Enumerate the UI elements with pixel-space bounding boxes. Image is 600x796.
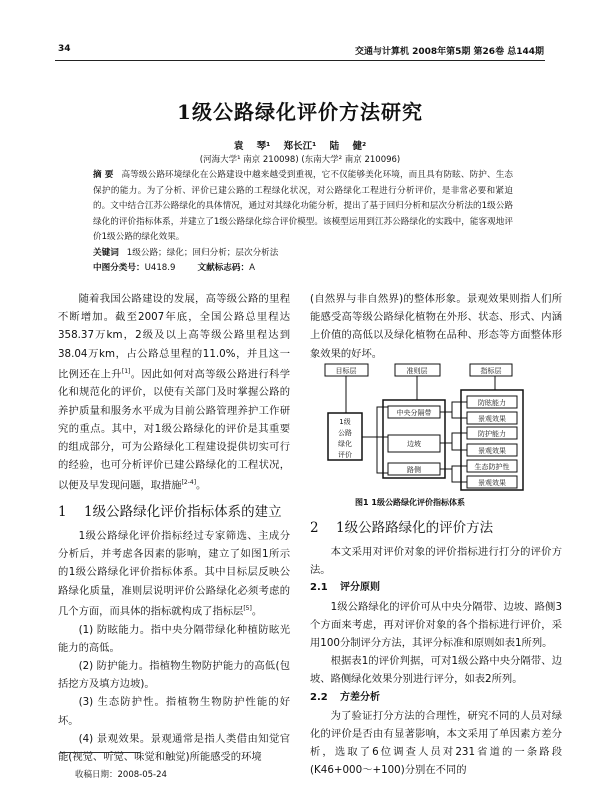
svg-text:景观效果: 景观效果 (478, 479, 506, 487)
abstract (93, 168, 513, 277)
paragraph: 随着我国公路建设的发展，高等级公路的里程不断增加。截至2007年底，全国公路总里程达358.37万km，2级及以上高等级公路里程达到38.04万km，占公路总里程的11.0%，并且这一比例还在上升[1]。因此如何对高等级公路进行科学化和规范化的评价，以使有关部门及时掌握公路的养护质量和服务水平成为目前公路管理养护工作研究的重点。其中，对1级公路绿化的评价是其重要的组成部分，可为公路绿化工程建设提供切实可行的经验，也可分析评价已建公路绿化的工程状况，以便及早发现问题，取措施[2-4]。 (58, 293, 291, 492)
svg-text:公路: 公路 (338, 429, 352, 437)
paragraph: 1级公路绿化的评价可从中央分隔带、边坡、路侧3个方面来考虑，再对评价对象的各个指标进行评价，采用100分制评分方法，其评分标准和原则如表1所列。 (310, 600, 562, 650)
left-column (58, 290, 290, 766)
list-item: (1) 防眩能力。指中央分隔带绿化种植防眩光能力的高低。 (58, 623, 290, 654)
svg-text:评价: 评价 (338, 451, 352, 459)
list-item: (3) 生态防护性。指植物生物防护性能的好坏。 (58, 696, 290, 727)
paper-title: 1级公路绿化评价方法研究 (177, 100, 423, 124)
authors (0, 138, 600, 152)
svg-text:防护能力: 防护能力 (478, 430, 506, 438)
author: 郑长江¹ (283, 141, 317, 152)
paragraph: 1级公路绿化评价指标经过专家筛选、主成分分析后，并考虑各因素的影响，建立了如图1所示的1级公路绿化评价指标体系。其中目标层反映公路绿化质量，准则层说明评价公路绿化必须考虑的几个方面，而具体的指标就构成了指标层[5]。 (58, 530, 290, 618)
svg-text:1级: 1级 (339, 418, 351, 426)
section-heading: 1 1级公路绿化评价指标体系的建立 (58, 504, 282, 521)
right-column-bottom (310, 517, 562, 780)
author: 陆 健² (329, 141, 367, 152)
paragraph: (自然界与非自然界)的整体形象。景观效果则指人们所能感受高等级公路绿化植物在外形、状态、形式、内涵上价值的高低以及绿化植物在品种、形态等方面整体形象效果的好坏。 (310, 293, 562, 360)
subsection-heading: 2.2 方差分析 (310, 691, 380, 703)
svg-text:目标层: 目标层 (335, 367, 357, 375)
list-item: (2) 防护能力。指植物生物防护能力的高低(包括挖方及填方边坡)。 (58, 659, 290, 691)
received-date: 收稿日期：2008-05-24 (75, 770, 167, 780)
paragraph: 本文采用对评价对象的评价指标进行打分的评价方法。 (310, 546, 562, 577)
svg-text:防眩能力: 防眩能力 (478, 399, 506, 407)
doc-label: 文献标志码： (197, 263, 250, 273)
svg-text:中央分隔带: 中央分隔带 (396, 409, 432, 417)
svg-text:绿化: 绿化 (338, 440, 352, 448)
svg-text:准则层: 准则层 (406, 367, 428, 375)
class-label: 中图分类号： (93, 263, 145, 273)
subsection-heading: 2.1 评分原则 (310, 582, 380, 594)
header-rule (55, 60, 545, 61)
svg-text:景观效果: 景观效果 (478, 415, 506, 423)
paragraph: 根据表1的评价判据，可对1级公路中央分隔带、边坡、路侧绿化效果分别进行评分，如表2所列。 (310, 655, 562, 686)
abstract-text: 高等级公路环境绿化在公路建设中越来越受到重视，它不仅能够美化环境，而且具有防眩、防护、生态保护的能力。为了分析、评价已建公路的工程绿化状况，对公路绿化工程进行分析评价，是非常必要和紧迫的。文中结合江苏公路绿化的具体情况，通过对其绿化功能分析，提出了基于回归分析和层次分析法的1级公路绿化的评价指标体系，并建立了1级公路绿化综合评价模型。该模型运用到江苏公路绿化的实践中，能客观地评价1级公路的绿化效果。 (93, 170, 513, 242)
svg-text:指标层: 指标层 (480, 367, 502, 375)
page-number: 34 (58, 44, 71, 54)
svg-text:路侧: 路侧 (407, 466, 421, 474)
keywords: 1级公路；绿化；回归分析；层次分析法 (126, 247, 279, 258)
doc-value: A (249, 263, 255, 273)
paragraph: 为了验证打分方法的合理性，研究不同的人员对绿化的评价是否由有显著影响，本文采用了单因素方差分析，选取了6位调查人员对231省道的一条路段(K46+000～+100)分别在不同的 (310, 709, 562, 777)
journal-info: 交通与计算机 2008年第5期 第26卷 总144期 (354, 47, 544, 57)
author: 袁 琴¹ (233, 141, 271, 152)
right-column-top (310, 290, 562, 363)
svg-text:景观效果: 景观效果 (478, 447, 506, 455)
section-heading: 2 1级公路路绿化的评价方法 (310, 520, 494, 536)
abstract-label: 摘 要 (93, 170, 114, 180)
footnote-rule (60, 752, 140, 753)
svg-text:生态防护性: 生态防护性 (474, 463, 510, 471)
svg-text:边坡: 边坡 (407, 440, 421, 448)
list-item: (4) 景观效果。景观通常是指人类借由知觉官能(视觉、听觉、味觉和触觉)所能感受的环境 (58, 732, 290, 763)
figure-1-diagram (305, 355, 565, 515)
affiliations: (河海大学¹ 南京 210098) (东南大学² 南京 210096) (199, 155, 401, 165)
figure-caption: 图1 1级公路绿化评价指标体系 (355, 498, 465, 507)
class-value: U418.9 (144, 263, 176, 273)
keywords-label: 关键词 (93, 247, 119, 258)
